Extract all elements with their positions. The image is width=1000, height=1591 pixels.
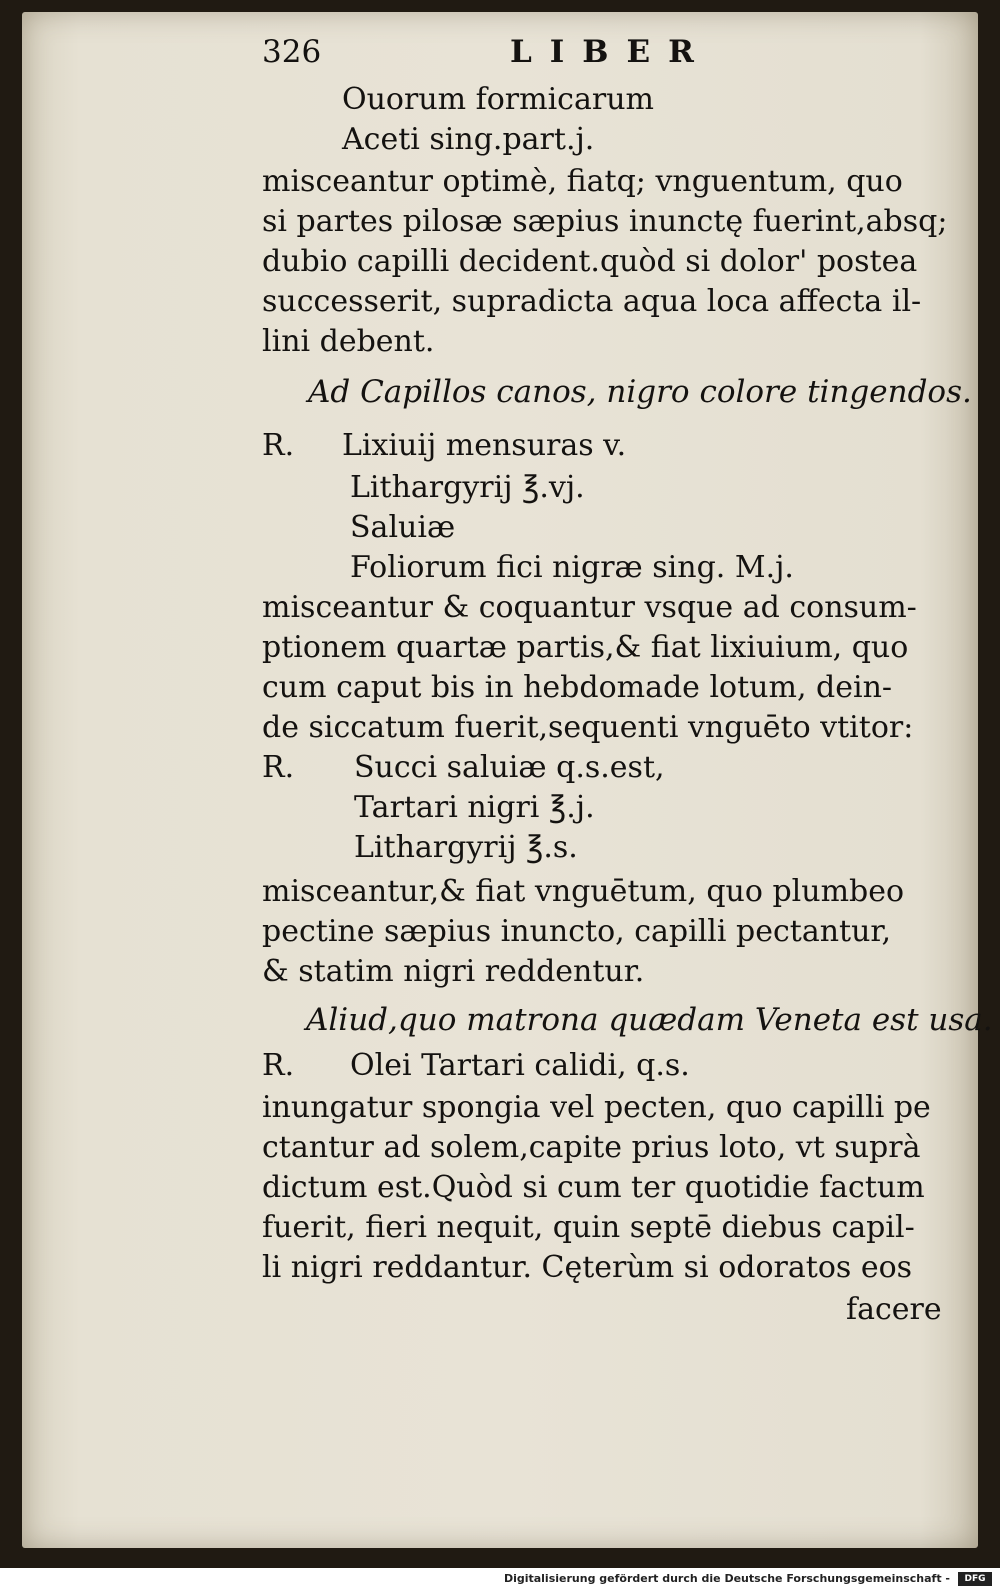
page-number: 326 [262, 34, 322, 70]
text-line: dubio capilli decident.quòd si dolor' postea [262, 244, 918, 279]
recipe-item: Saluiæ [350, 510, 456, 545]
recipe-symbol: R. [262, 750, 295, 785]
section-heading: Ad Capillos canos, nigro colore tingendos. [308, 374, 972, 410]
text-line: de siccatum fuerit,sequenti vnguēto vtitor: [262, 710, 914, 745]
running-head-title: LIBER [510, 34, 712, 70]
recipe-item: Tartari nigri ℥.j. [354, 790, 595, 825]
footer-credit: Digitalisierung gefördert durch die Deutsche Forschungsgemeinschaft - [503, 1572, 950, 1585]
text-line: ctantur ad solem,capite prius loto, vt suprà [262, 1130, 921, 1165]
recipe-item: Olei Tartari calidi, q.s. [350, 1048, 690, 1083]
text-line: inungatur spongia vel pecten, quo capilli pe [262, 1090, 931, 1125]
text-line: & statim nigri reddentur. [262, 954, 645, 989]
recipe-item: Lithargyrij ℥.s. [354, 830, 578, 865]
recipe-line [262, 1046, 952, 1086]
text-line: successerit, supradicta aqua loca affecta il- [262, 284, 922, 319]
recipe-line [262, 426, 952, 466]
text-line: li nigri reddantur. Cęterùm si odoratos eos [262, 1250, 913, 1285]
text-line: dictum est.Quòd si cum ter quotidie factum [262, 1170, 925, 1205]
text-line: Aceti sing.part.j. [342, 122, 595, 157]
recipe-item: Foliorum fici nigræ sing. M.j. [350, 550, 794, 585]
recipe-symbol: R. [262, 1048, 295, 1083]
text-line: Ouorum formicarum [342, 82, 654, 117]
text-line: misceantur,& fiat vnguētum, quo plumbeo [262, 874, 905, 909]
text-line: si partes pilosæ sæpius inunctę fuerint,absq; [262, 204, 948, 239]
dfg-logo-icon: DFG [958, 1572, 992, 1586]
text-line: lini debent. [262, 324, 435, 359]
recipe-line [262, 748, 952, 788]
recipe-symbol: R. [262, 428, 295, 463]
catchword: facere [846, 1292, 942, 1327]
recipe-item: Lixiuij mensuras v. [342, 428, 627, 463]
recipe-item: Succi saluiæ q.s.est, [354, 750, 665, 785]
book-page [22, 12, 993, 1548]
text-line: cum caput bis in hebdomade lotum, dein- [262, 670, 893, 705]
running-head [262, 32, 952, 72]
text-line: ptionem quartæ partis,& fiat lixiuium, quo [262, 630, 909, 665]
section-heading: Aliud,quo matrona quædam Veneta est usa. [306, 1002, 993, 1038]
text-line: fuerit, fieri nequit, quin septē diebus capil- [262, 1210, 915, 1245]
digitization-footer [0, 1568, 1000, 1591]
text-line: pectine sæpius inuncto, capilli pectantur, [262, 914, 892, 949]
recipe-item: Lithargyrij ℥.vj. [350, 470, 585, 505]
text-line: misceantur & coquantur vsque ad consum- [262, 590, 917, 625]
text-line: misceantur optimè, fiatq; vnguentum, quo [262, 164, 903, 199]
